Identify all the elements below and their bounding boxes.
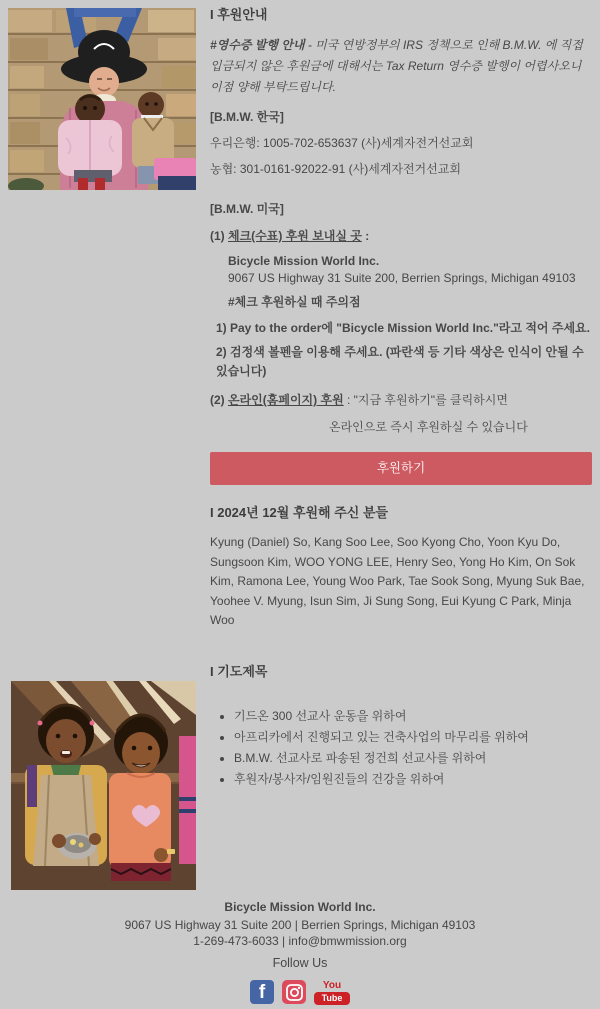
prayer-list	[210, 706, 600, 790]
check-num: (1)	[210, 229, 228, 243]
footer-address: 9067 US Highway 31 Suite 200 | Berrien Springs, Michigan 49103	[124, 918, 476, 932]
prayer-item: • 기드온 300 선교사 운동을 위하여	[234, 706, 600, 727]
receipt-notice	[210, 35, 594, 98]
check-org-name: Bicycle Mission World Inc.	[228, 254, 380, 268]
donors-title: I 2024년 12월 후원해 주신 분들	[210, 505, 389, 520]
footer-org-name: Bicycle Mission World Inc.	[224, 900, 376, 914]
korea-account-nonghyup: 농협: 301-0161-92022-91 (사)세계자전거선교회	[210, 162, 461, 176]
check-caution-2: 2) 검정색 볼펜을 이용해 주세요. (파란색 등 기타 색상은 인식이 안될 수 있습니다)	[216, 345, 584, 379]
online-donation-heading	[210, 391, 594, 410]
prayer-item: • 아프리카에서 진행되고 있는 건축사업의 마무리를 위하여	[234, 727, 600, 748]
prayer-item: • 후원자/봉사자/임원진들의 건강을 위하여	[234, 769, 600, 790]
photo-two-girls	[11, 681, 196, 890]
receipt-notice-lead: #영수증 발행 안내	[210, 38, 305, 52]
check-colon: :	[361, 229, 370, 243]
check-label: 체크(수표) 후원 보내실 곳	[228, 229, 362, 243]
korea-account-woori: 우리은행: 1005-702-653637 (사)세계자전거선교회	[210, 136, 474, 150]
check-caution-1: 1) Pay to the order에 "Bicycle Mission World Inc."라고 적어 주세요.	[216, 321, 590, 335]
donate-button[interactable]: 후원하기	[210, 452, 592, 485]
online-label: 온라인(홈페이지) 후원	[228, 393, 344, 407]
instagram-camera-glyph	[286, 984, 303, 1001]
online-num: (2)	[210, 393, 228, 407]
youtube-icon[interactable]	[314, 980, 350, 1005]
facebook-icon[interactable]: f	[250, 980, 274, 1004]
online-donation-line2: 온라인으로 즉시 후원하실 수 있습니다	[329, 420, 528, 434]
footer-contact: 1-269-473-6033 | info@bmwmission.org	[193, 934, 407, 948]
instagram-icon[interactable]	[282, 980, 306, 1004]
youtube-you-text: You	[322, 980, 342, 991]
check-caution-title: #체크 후원하실 때 주의점	[228, 295, 361, 309]
check-donation-heading	[210, 227, 594, 246]
photo-missionary-with-children	[8, 8, 196, 190]
youtube-tube-badge: Tube	[314, 992, 350, 1005]
online-rest: : "지금 후원하기"를 클릭하시면	[343, 393, 508, 407]
bmw-korea-title: [B.M.W. 한국]	[210, 110, 284, 124]
bmw-usa-title: [B.M.W. 미국]	[210, 202, 284, 216]
prayer-item: • B.M.W. 선교사로 파송된 정건희 선교사를 위하여	[234, 748, 600, 769]
prayer-title: I 기도제목	[210, 664, 268, 679]
check-address: 9067 US Highway 31 Suite 200, Berrien Springs, Michigan 49103	[228, 271, 576, 285]
donation-info-title: I 후원안내	[210, 7, 268, 22]
receipt-notice-rest: - 미국 연방정부의 IRS 정책으로 인해 B.M.W. 에 직접 입금되지 않은 후원금에 대해서는 Tax Return 영수증 발행이 어렵사오니 이점 양해 부탁드립니다.	[210, 38, 583, 94]
follow-us-label: Follow Us	[272, 956, 328, 970]
donors-names: Kyung (Daniel) So, Kang Soo Lee, Soo Kyong Cho, Yoon Kyu Do, Sungsoon Kim, WOO YONG LEE, Henry Seo, Yong Ho Kim, On Sok Kim, Ramona Lee, Young Woo Park, Tae Sook Song, Myung Suk Bae, Yoohee V. Myung, Isun Sim, Ji Sung Song, Eui Kyung C Park, Minja Woo	[210, 535, 585, 627]
social-icons-row	[0, 980, 600, 1005]
